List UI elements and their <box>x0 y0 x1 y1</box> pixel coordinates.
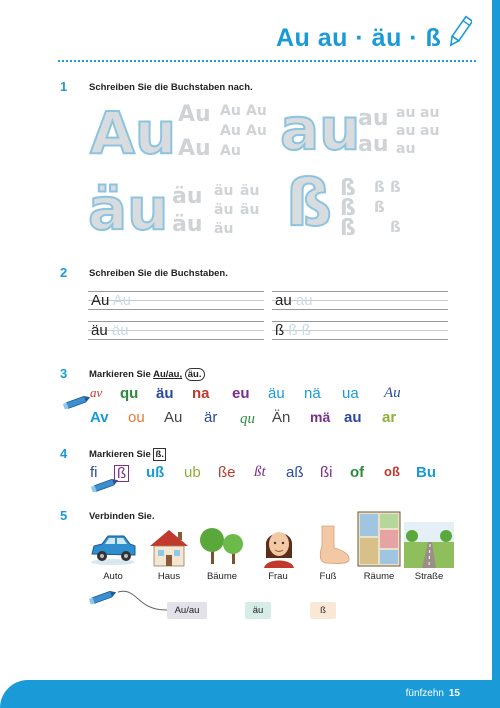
e3-token[interactable]: Av <box>90 409 109 426</box>
floorplan-icon[interactable] <box>354 510 404 568</box>
exercise-4-instruction: Markieren Sie ß. <box>89 449 164 460</box>
e4-token[interactable]: ßt <box>254 464 266 480</box>
foot-icon[interactable] <box>304 522 354 568</box>
practice-au-7: au <box>396 141 416 157</box>
exercise-2-number: 2 <box>60 265 68 280</box>
e3-token[interactable]: Au <box>384 385 401 401</box>
exercise-1-instruction: Schreiben Sie die Buchstaben nach. <box>89 82 253 93</box>
picture-label: Auto <box>103 571 123 582</box>
category-sz[interactable]: ß <box>310 602 336 619</box>
header-divider <box>58 60 476 62</box>
e4-token[interactable]: uß <box>146 464 165 481</box>
category-aeu[interactable]: äu <box>245 602 271 619</box>
picture-label: Räume <box>363 571 395 582</box>
e4-token[interactable]: Bu <box>416 464 436 481</box>
e3-token[interactable]: eu <box>232 385 250 402</box>
e3-token[interactable]: ar <box>382 409 397 426</box>
practice-aeu-2: äu <box>172 212 203 237</box>
e3-token[interactable]: ua <box>342 385 359 402</box>
e3-token[interactable]: qu <box>120 385 139 402</box>
practice-Au-3: Au <box>220 103 241 119</box>
e4-token[interactable]: ß <box>114 465 129 482</box>
practice-aeu-6: äu <box>240 202 260 218</box>
practice-aeu-1: äu <box>172 184 203 209</box>
car-icon[interactable] <box>88 524 138 570</box>
pen-icon <box>62 395 92 409</box>
woman-icon[interactable] <box>254 522 304 568</box>
trace-au[interactable]: au <box>280 95 361 163</box>
page-number: 15 <box>448 688 460 699</box>
practice-aeu-3: äu <box>214 183 234 199</box>
house-icon[interactable] <box>144 524 194 570</box>
practice-sz-7: ß <box>390 218 401 236</box>
e4-token[interactable]: ub <box>184 464 201 481</box>
page-number-word: fünfzehn <box>405 688 444 699</box>
practice-sz-5: ß <box>390 178 401 196</box>
exercise-4-number: 4 <box>60 446 68 461</box>
page-edge <box>492 0 500 708</box>
practice-aeu-5: äu <box>214 202 234 218</box>
trees-icon[interactable] <box>198 522 248 568</box>
e4-token[interactable]: ßi <box>320 464 333 481</box>
practice-Au-4: Au <box>246 103 267 119</box>
e4-token[interactable]: aß <box>286 464 304 481</box>
e3-token[interactable]: av <box>90 385 103 400</box>
practice-au-5: au <box>396 123 416 139</box>
street-icon[interactable] <box>404 522 454 568</box>
exercise-5-number: 5 <box>60 508 68 523</box>
e3-token[interactable]: au <box>344 409 362 426</box>
practice-aeu-7: äu <box>214 221 234 237</box>
writing-text-2: au au <box>275 292 313 309</box>
e3-token[interactable]: är <box>204 409 218 426</box>
e4-token[interactable]: fi <box>90 464 98 481</box>
practice-Au-7: Au <box>220 143 241 159</box>
practice-Au-2: Au <box>178 136 211 161</box>
e3-token[interactable]: mä <box>310 409 331 425</box>
practice-au-2: au <box>358 132 389 157</box>
picture-label: Haus <box>157 571 181 582</box>
e4-token[interactable]: oß <box>384 464 400 479</box>
practice-au-4: au <box>420 105 440 121</box>
page-title: Au au · äu · ß <box>276 24 442 52</box>
trace-sz[interactable]: ß <box>286 167 333 241</box>
practice-sz-6: ß <box>374 198 385 216</box>
practice-au-6: au <box>420 123 440 139</box>
practice-au-1: au <box>358 106 389 131</box>
practice-sz-2: ß <box>340 196 356 221</box>
e3-token[interactable]: nä <box>304 385 321 402</box>
e3-token[interactable]: ou <box>128 409 145 426</box>
e3-token[interactable]: äu <box>156 385 174 402</box>
writing-text-1: Au Au <box>91 292 132 309</box>
writing-text-4: ß ß ß <box>275 322 311 339</box>
connector-line <box>88 584 178 618</box>
e4-token[interactable]: ße <box>218 464 236 481</box>
category-au[interactable]: Au/au <box>167 602 207 619</box>
trace-Au[interactable]: Au <box>90 99 177 167</box>
practice-sz-3: ß <box>340 216 356 241</box>
practice-au-3: au <box>396 105 416 121</box>
e4-token[interactable]: of <box>350 464 365 481</box>
exercise-1-number: 1 <box>60 79 68 94</box>
practice-sz-4: ß <box>374 178 385 196</box>
picture-label: Straße <box>414 571 444 582</box>
pencil-icon <box>448 14 472 50</box>
picture-label: Bäume <box>206 571 238 582</box>
exercise-3-instruction: Markieren Sie Au/au, äu. <box>89 369 205 380</box>
e3-token[interactable]: äu <box>268 385 285 402</box>
e3-token[interactable]: qu <box>240 411 255 427</box>
exercise-2-instruction: Schreiben Sie die Buchstaben. <box>89 268 228 279</box>
practice-sz-1: ß <box>340 176 356 201</box>
picture-label: Fuß <box>319 571 337 582</box>
exercise-5-instruction: Verbinden Sie. <box>89 511 155 522</box>
trace-aeu[interactable]: äu <box>88 175 169 243</box>
practice-Au-6: Au <box>246 123 267 139</box>
practice-Au-5: Au <box>220 123 241 139</box>
picture-label: Frau <box>268 571 288 582</box>
exercise-3-number: 3 <box>60 366 68 381</box>
e3-token[interactable]: na <box>192 385 210 402</box>
e3-token[interactable]: Au <box>164 409 183 426</box>
e3-token[interactable]: Än <box>272 409 291 426</box>
writing-text-3: äu äu <box>91 322 129 339</box>
practice-Au-1: Au <box>178 102 211 127</box>
practice-aeu-4: äu <box>240 183 260 199</box>
